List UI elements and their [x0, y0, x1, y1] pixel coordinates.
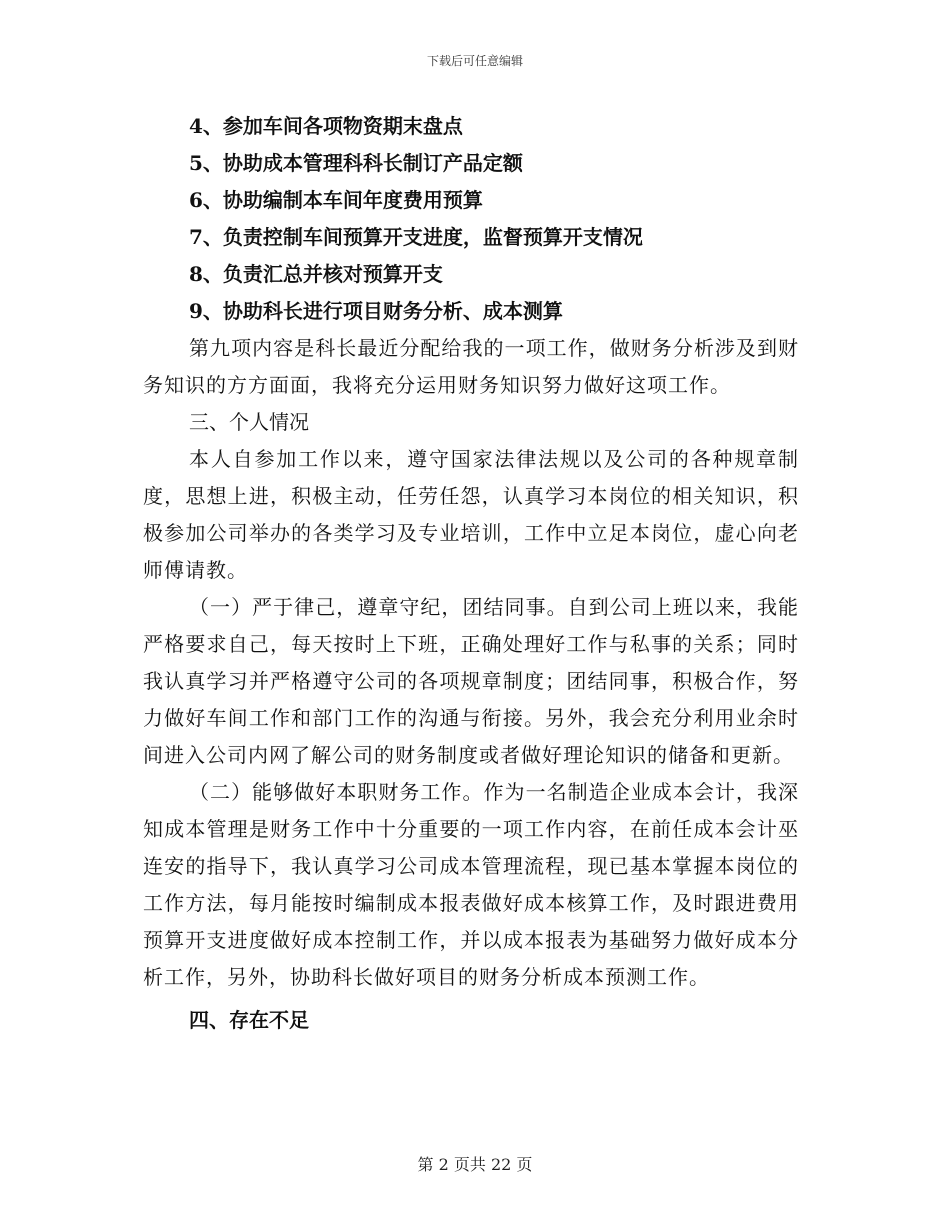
paragraph-duties: （二）能够做好本职财务工作。作为一名制造企业成本会计，我深知成本管理是财务工作中十分重要的一项工作内容，在前任成本会计巫连安的指导下，我认真学习公司成本管理流程，现已基本掌握本岗位的工作方法，每月能按时编制成本报表做好成本核算工作，及时跟进费用预算开支进度做好成本控制工作，并以成本报表为基础努力做好成本分析工作，另外，协助科长做好项目的财务分析成本预测工作。 [143, 780, 799, 989]
list-item-9: 9、协助科长进行项目财务分析、成本测算 [189, 299, 563, 323]
paragraph-personal-summary: 本人自参加工作以来，遵守国家法律法规以及公司的各种规章制度，思想上进，积极主动，任劳任怨，认真学习本岗位的相关知识，积极参加公司举办的各类学习及专业培训，工作中立足本岗位，虚心向老师傅请教。 [143, 447, 799, 582]
list-item-6: 6、协助编制本车间年度费用预算 [189, 188, 483, 212]
page-header: 下载后可任意编辑 [426, 54, 523, 68]
list-item-5: 5、协助成本管理科科长制订产品定额 [189, 151, 523, 175]
paragraph-discipline: （一）严于律己，遵章守纪，团结同事。自到公司上班以来，我能严格要求自己，每天按时上下班，正确处理好工作与私事的关系；同时我认真学习并严格遵守公司的各项规章制度；团结同事，积极合作，努力做好车间工作和部门工作的沟通与衔接。另外，我会充分利用业余时间进入公司内网了解公司的财务制度或者做好理论知识的储备和更新。 [143, 595, 799, 767]
paragraph-item9-note: 第九项内容是科长最近分配给我的一项工作，做财务分析涉及到财务知识的方方面面，我将充分运用财务知识努力做好这项工作。 [143, 336, 799, 397]
document-body [143, 108, 799, 1039]
list-item-8: 8、负责汇总并核对预算开支 [189, 262, 443, 286]
list-item-7: 7、负责控制车间预算开支进度，监督预算开支情况 [189, 225, 643, 249]
section-heading-shortcomings: 四、存在不足 [189, 1008, 309, 1032]
section-heading-personal: 三、个人情况 [189, 410, 309, 434]
page-footer: 第 2 页共 22 页 [417, 1155, 533, 1174]
list-item-4: 4、参加车间各项物资期末盘点 [189, 114, 463, 138]
